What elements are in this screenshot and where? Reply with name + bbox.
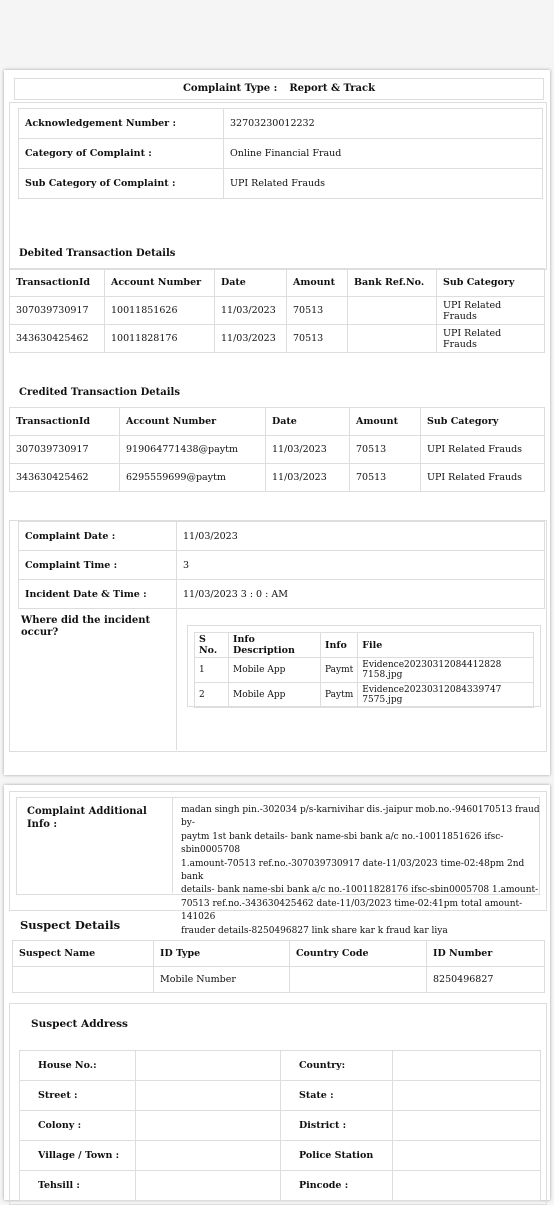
complaint-type-value: Report & Track [289, 83, 376, 94]
col-header: File [358, 633, 534, 658]
colony-value [136, 1111, 281, 1141]
tehsil-label: Tehsill : [20, 1171, 136, 1201]
cell [348, 297, 437, 325]
col-header: ID Number [427, 941, 545, 967]
evidence-file-link[interactable]: Evidence20230312084412828 7158.jpg [358, 658, 534, 683]
report-page-1 [4, 70, 550, 775]
id-type-value: Mobile Number [154, 967, 290, 993]
house-no-label: House No.: [20, 1051, 136, 1081]
table-row [20, 1051, 541, 1081]
col-header: Suspect Name [13, 941, 154, 967]
table-header-row [10, 269, 545, 297]
table-row [19, 139, 543, 169]
table-row [195, 683, 534, 708]
table-header-row [13, 941, 545, 967]
complaint-date-label: Complaint Date : [19, 522, 177, 551]
column-divider [176, 608, 177, 750]
cell: 6295559699@paytm [120, 464, 266, 492]
cell: Mobile App [229, 658, 321, 683]
complaint-info-table [18, 108, 543, 199]
col-header: TransactionId [10, 408, 120, 436]
cell: 10011828176 [105, 325, 215, 353]
report-page-2 [4, 785, 550, 1200]
cell: 919064771438@paytm [120, 436, 266, 464]
evidence-file-link[interactable]: Evidence20230312084339747 7575.jpg [358, 683, 534, 708]
table-header-row [195, 633, 534, 658]
credited-title: Credited Transaction Details [19, 387, 180, 398]
incident-datetime-label: Incident Date & Time : [19, 580, 177, 609]
police-station-value [393, 1141, 541, 1171]
info-line: paytm 1st bank details- bank name-sbi bank a/c no.-10011851626 ifsc-sbin0005708 [181, 831, 504, 856]
street-label: Street : [20, 1081, 136, 1111]
cell [348, 325, 437, 353]
suspect-name-value [13, 967, 154, 993]
cell: UPI Related Frauds [421, 436, 545, 464]
col-header: Date [266, 408, 350, 436]
state-label: State : [281, 1081, 393, 1111]
country-label: Country: [281, 1051, 393, 1081]
additional-info-label: Complaint Additional Info : [27, 806, 147, 830]
cell: 2 [195, 683, 229, 708]
debited-table [9, 268, 545, 353]
cell: 343630425462 [10, 464, 120, 492]
table-row [20, 1171, 541, 1201]
sub-category-label: Sub Category of Complaint : [19, 169, 224, 199]
id-number-value: 8250496827 [427, 967, 545, 993]
cell: 70513 [350, 436, 421, 464]
col-header: Amount [287, 269, 348, 297]
cell: 11/03/2023 [215, 325, 287, 353]
tehsil-value [136, 1171, 281, 1201]
house-no-value [136, 1051, 281, 1081]
debited-title: Debited Transaction Details [19, 248, 176, 259]
cell: 70513 [287, 297, 348, 325]
district-value [393, 1111, 541, 1141]
colony-label: Colony : [20, 1111, 136, 1141]
suspect-details-title: Suspect Details [20, 918, 121, 932]
cell: UPI Related Frauds [421, 464, 545, 492]
suspect-address-title: Suspect Address [31, 1018, 128, 1030]
incident-location-label: Where did the incident occur? [21, 615, 151, 638]
table-row [20, 1111, 541, 1141]
table-row [10, 325, 545, 353]
col-header: Sub Category [437, 269, 545, 297]
col-header: Bank Ref.No. [348, 269, 437, 297]
column-divider [172, 797, 173, 893]
additional-info-text [181, 804, 541, 938]
table-row [19, 580, 545, 609]
complaint-date-value: 11/03/2023 [177, 522, 545, 551]
evidence-table [194, 632, 534, 708]
col-header: Date [215, 269, 287, 297]
col-header: Account Number [120, 408, 266, 436]
table-row [19, 551, 545, 580]
cell: 343630425462 [10, 325, 105, 353]
col-header: ID Type [154, 941, 290, 967]
address-table [19, 1050, 541, 1201]
info-line: frauder details-8250496827 link share kar k fraud kar liya [181, 925, 448, 936]
complaint-time-value: 3 [177, 551, 545, 580]
table-row [10, 297, 545, 325]
col-header: Info Description [229, 633, 321, 658]
table-row [20, 1141, 541, 1171]
village-town-label: Village / Town : [20, 1141, 136, 1171]
complaint-type-header [14, 78, 544, 100]
info-line: 70513 ref.no.-343630425462 date-11/03/2023 time-02:41pm total amount-141026 [181, 898, 523, 923]
col-header: S No. [195, 633, 229, 658]
cell: UPI Related Frauds [437, 325, 545, 353]
district-label: District : [281, 1111, 393, 1141]
col-header: Amount [350, 408, 421, 436]
info-line: 1.amount-70513 ref.no.-307039730917 date-11/03/2023 time-02:48pm 2nd bank [181, 858, 525, 883]
street-value [136, 1081, 281, 1111]
village-town-value [136, 1141, 281, 1171]
incident-datetime-value: 11/03/2023 3 : 0 : AM [177, 580, 545, 609]
table-row [20, 1081, 541, 1111]
credited-table [9, 407, 545, 492]
cell: 1 [195, 658, 229, 683]
state-value [393, 1081, 541, 1111]
pincode-value [393, 1171, 541, 1201]
cell: UPI Related Frauds [437, 297, 545, 325]
cell: 307039730917 [10, 297, 105, 325]
category-value: Online Financial Fraud [224, 139, 543, 169]
col-header: Account Number [105, 269, 215, 297]
cell: 70513 [287, 325, 348, 353]
table-header-row [10, 408, 545, 436]
col-header: Sub Category [421, 408, 545, 436]
table-row [19, 169, 543, 199]
cell: 70513 [350, 464, 421, 492]
cell: Paytm [321, 683, 358, 708]
info-line: details- bank name-sbi bank a/c no.-10011828176 ifsc-sbin0005708 1.amount- [181, 885, 539, 896]
table-row [10, 464, 545, 492]
table-row [195, 658, 534, 683]
col-header: Country Code [290, 941, 427, 967]
cell: 11/03/2023 [266, 436, 350, 464]
info-line: madan singh pin.-302034 p/s-karnivihar dis.-jaipur mob.no.-9460170513 fraud by- [181, 805, 540, 829]
ack-number-value: 32703230012232 [224, 109, 543, 139]
table-row [19, 109, 543, 139]
col-header: Info [321, 633, 358, 658]
cell: 307039730917 [10, 436, 120, 464]
complaint-time-label: Complaint Time : [19, 551, 177, 580]
sub-category-value: UPI Related Frauds [224, 169, 543, 199]
category-label: Category of Complaint : [19, 139, 224, 169]
table-row [19, 522, 545, 551]
complaint-time-table [18, 521, 545, 609]
table-row [10, 436, 545, 464]
complaint-type-label: Complaint Type : [182, 83, 278, 94]
cell: 10011851626 [105, 297, 215, 325]
pincode-label: Pincode : [281, 1171, 393, 1201]
cell: Mobile App [229, 683, 321, 708]
country-code-value [290, 967, 427, 993]
col-header: TransactionId [10, 269, 105, 297]
table-row [13, 967, 545, 993]
cell: Paymt [321, 658, 358, 683]
police-station-label: Police Station [281, 1141, 393, 1171]
ack-number-label: Acknowledgement Number : [19, 109, 224, 139]
cell: 11/03/2023 [266, 464, 350, 492]
suspect-table [12, 940, 545, 993]
country-value [393, 1051, 541, 1081]
cell: 11/03/2023 [215, 297, 287, 325]
